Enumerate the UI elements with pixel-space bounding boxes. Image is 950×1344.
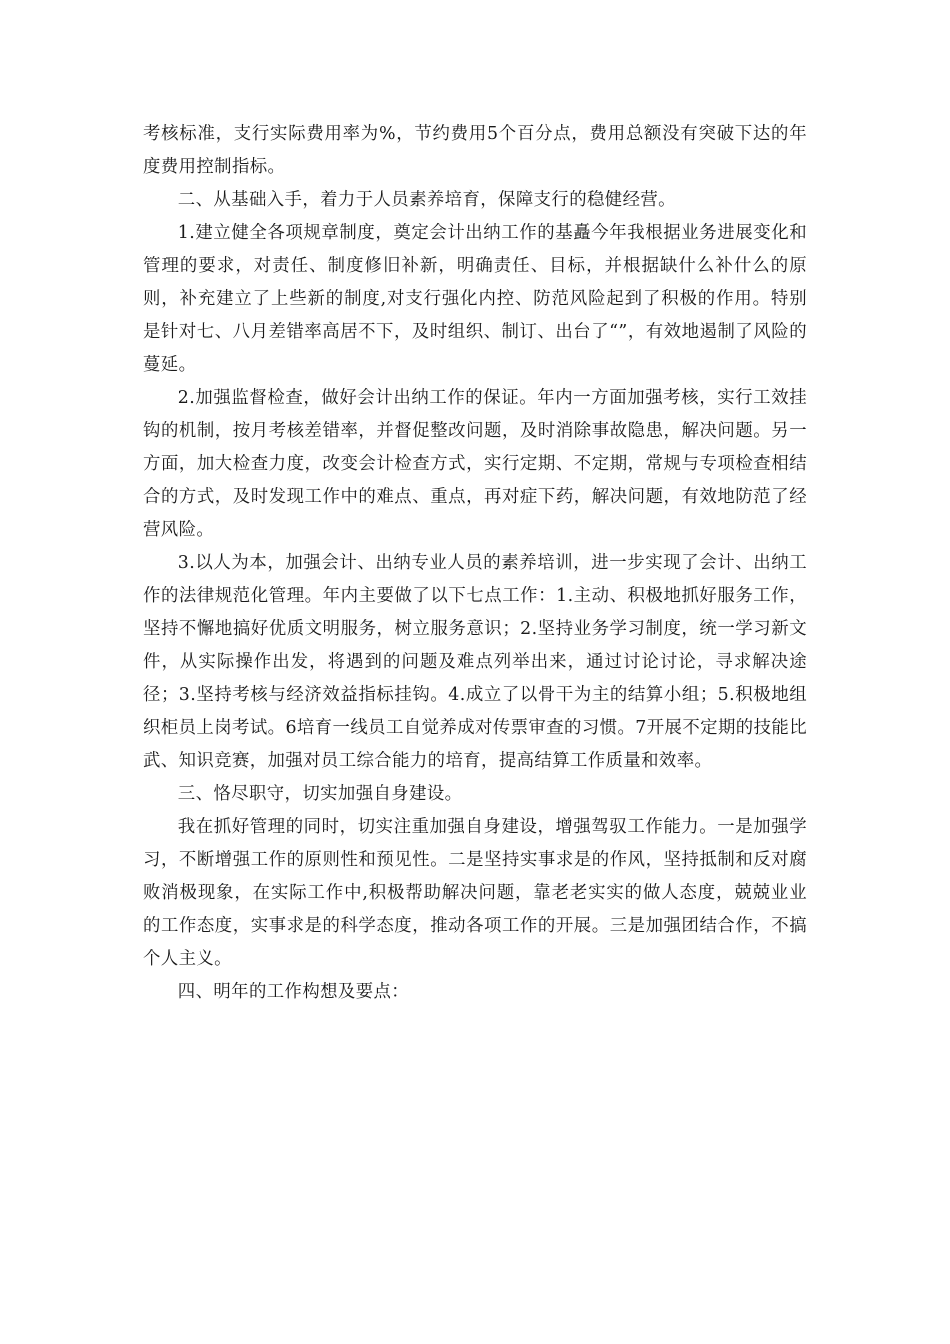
paragraph-item-2: 2.加强监督检查，做好会计出纳工作的保证。年内一方面加强考核，实行工效挂钩的机制，按月考核差错率，并督促整改问题，及时消除事故隐患，解决问题。另一方面，加大检查力度，改变会计检查方式，实行定期、不定期，常规与专项检查相结合的方式，及时发现工作中的难点、重点，再对症下药，解决问题，有效地防范了经营风险。: [143, 388, 807, 540]
section-heading-3: 三、恪尽职守，切实加强自身建设。: [177, 784, 463, 804]
paragraph-item-1: 1.建立健全各项规章制度，奠定会计出纳工作的基矗今年我根据业务进展变化和管理的要求，对责任、制度修旧补新，明确责任、目标，并根据缺什么补什么的原则，补充建立了上些新的制度,对支行强化内控、防范风险起到了积极的作用。特别是针对七、八月差错率高居不下，及时组织、制订、出台了“”，有效地遏制了风险的蔓延。: [143, 223, 807, 375]
section-heading-4: 四、明年的工作构想及要点：: [177, 982, 410, 1002]
paragraph-self-building: 我在抓好管理的同时，切实注重加强自身建设，增强驾驭工作能力。一是加强学习，不断增强工作的原则性和预见性。二是坚持实事求是的作风，坚持抵制和反对腐败消极现象，在实际工作中,积极帮助解决问题，靠老老实实的做人态度，兢兢业业的工作态度，实事求是的科学态度，推动各项工作的开展。三是加强团结合作，不搞个人主义。: [143, 817, 807, 969]
document-page: [143, 118, 807, 1009]
section-heading-2: 二、从基础入手，着力于人员素养培育，保障支行的稳健经营。: [177, 190, 676, 210]
paragraph-item-3: 3.以人为本，加强会计、出纳专业人员的素养培训，进一步实现了会计、出纳工作的法律规范化管理。年内主要做了以下七点工作：1.主动、积极地抓好服务工作，坚持不懈地搞好优质文明服务，树立服务意识；2.坚持业务学习制度，统一学习新文件，从实际操作出发，将遇到的问题及难点列举出来，通过讨论讨论，寻求解决途径；3.坚持考核与经济效益指标挂钩。4.成立了以骨干为主的结算小组；5.积极地组织柜员上岗考试。6培育一线员工自觉养成对传票审查的习惯。7开展不定期的技能比武、知识竞赛，加强对员工综合能力的培育，提高结算工作质量和效率。: [143, 553, 807, 771]
paragraph-1: 考核标准，支行实际费用率为%，节约费用5个百分点，费用总额没有突破下达的年度费用控制指标。: [143, 124, 807, 177]
